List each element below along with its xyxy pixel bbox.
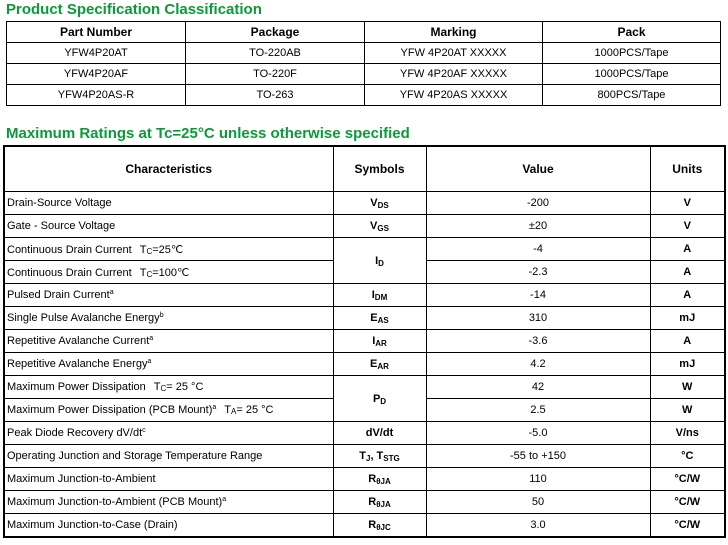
ratings-row	[4, 192, 725, 215]
spec-cell: TO-220AB	[186, 43, 365, 64]
characteristic-cell	[4, 238, 333, 261]
condition-symbol: T	[153, 381, 161, 393]
characteristic-cell	[4, 330, 333, 353]
spec-row	[7, 64, 721, 85]
characteristic-label: Single Pulse Avalanche Energy	[7, 312, 160, 324]
condition-subscript: C	[160, 384, 167, 393]
spec-cell: YFW4P20AT	[7, 43, 186, 64]
value-cell: 42	[426, 376, 650, 399]
value-cell: -200	[426, 192, 650, 215]
characteristic-label: Drain-Source Voltage	[7, 197, 112, 209]
unit-cell: °C/W	[650, 491, 725, 514]
header-value: Value	[426, 146, 650, 192]
characteristic-label: Maximum Power Dissipation	[7, 381, 146, 393]
value-cell: -2.3	[426, 261, 650, 284]
footnote-marker: a	[212, 404, 217, 411]
symbol: V	[370, 197, 378, 209]
value-cell: 310	[426, 307, 650, 330]
unit-cell: A	[650, 261, 725, 284]
symbol: V	[370, 220, 378, 232]
value-cell: ±20	[426, 215, 650, 238]
unit-cell: V/ns	[650, 422, 725, 445]
symbol-cell	[333, 353, 426, 376]
symbol-cell	[333, 215, 426, 238]
spec-header-marking: Marking	[365, 22, 543, 43]
value-cell: 110	[426, 468, 650, 491]
characteristic-label: Pulsed Drain Current	[7, 289, 110, 301]
footnote-marker: a	[147, 358, 152, 365]
symbol-subscript: AR	[377, 362, 389, 371]
unit-cell: °C/W	[650, 468, 725, 491]
symbol-subscript: θJA	[376, 477, 391, 486]
characteristic-cell	[4, 261, 333, 284]
condition	[154, 381, 204, 393]
symbol-subscript: AS	[377, 316, 389, 325]
value-cell: -4	[426, 238, 650, 261]
characteristic-label: Repetitive Avalanche Energy	[7, 358, 148, 370]
symbol-cell	[333, 192, 426, 215]
characteristic-label: Continuous Drain Current	[7, 243, 132, 256]
footnote-marker: b	[159, 312, 164, 319]
spec-section-title: Product Specification Classification	[6, 1, 262, 18]
symbol: T	[359, 450, 366, 462]
characteristic-cell	[4, 376, 333, 399]
condition-value: = 25 °C	[236, 404, 274, 416]
spec-cell: 1000PCS/Tape	[543, 64, 721, 85]
ratings-row	[4, 307, 725, 330]
characteristic-label: Maximum Junction-to-Case (Drain)	[7, 519, 178, 531]
characteristic-cell	[4, 353, 333, 376]
spec-header-part-number: Part Number	[7, 22, 186, 43]
ratings-row	[4, 468, 725, 491]
footnote-marker: c	[142, 427, 146, 434]
ratings-section-title: Maximum Ratings at Tc=25°C unless otherwise specified	[6, 125, 410, 142]
spec-row	[7, 43, 721, 64]
symbol: R	[368, 473, 377, 485]
value-cell: 50	[426, 491, 650, 514]
symbol-subscript: θJC	[376, 523, 391, 532]
unit-cell: A	[650, 238, 725, 261]
spec-header-pack: Pack	[543, 22, 721, 43]
characteristic-label: Gate - Source Voltage	[7, 220, 116, 232]
value-cell: 3.0	[426, 514, 650, 538]
condition	[140, 267, 190, 279]
spec-cell: TO-263	[186, 85, 365, 106]
unit-cell: A	[650, 330, 725, 353]
condition-symbol: T	[224, 404, 232, 416]
spec-cell: 1000PCS/Tape	[543, 43, 721, 64]
unit-cell: °C/W	[650, 514, 725, 538]
condition-value: =25℃	[152, 243, 184, 256]
value-cell: 4.2	[426, 353, 650, 376]
ratings-table	[3, 145, 726, 538]
ratings-row	[4, 376, 725, 399]
condition-symbol: T	[139, 243, 147, 256]
symbol-cell	[333, 491, 426, 514]
symbol-subscript: DM	[374, 293, 388, 302]
value-cell: 2.5	[426, 399, 650, 422]
ratings-row	[4, 445, 725, 468]
spec-cell: YFW4P20AF	[7, 64, 186, 85]
symbol-cell	[333, 284, 426, 307]
symbol-subscript: θJA	[376, 500, 391, 509]
unit-cell: °C	[650, 445, 725, 468]
characteristic-label: Maximum Power Dissipation (PCB Mount)	[7, 404, 213, 416]
symbol-subscript: J	[365, 454, 371, 463]
ratings-row	[4, 353, 725, 376]
spec-table	[6, 21, 721, 106]
footnote-marker: a	[149, 335, 154, 342]
symbol: I	[372, 335, 376, 347]
symbol-cell	[333, 238, 426, 284]
ratings-row	[4, 330, 725, 353]
characteristic-label: Repetitive Avalanche Current	[7, 335, 150, 347]
value-cell: -3.6	[426, 330, 650, 353]
spec-cell: 800PCS/Tape	[543, 85, 721, 106]
characteristic-cell	[4, 307, 333, 330]
symbol-subscript: GS	[377, 224, 389, 233]
condition	[224, 404, 273, 416]
characteristic-label: Operating Junction and Storage Temperature Range	[7, 450, 263, 462]
ratings-row	[4, 422, 725, 445]
symbol-cell	[333, 514, 426, 538]
symbol: P	[372, 392, 381, 405]
symbol-second: , T	[370, 450, 384, 462]
symbol-cell	[333, 330, 426, 353]
condition-value: =100℃	[152, 266, 190, 279]
symbol-cell	[333, 445, 426, 468]
unit-cell: mJ	[650, 353, 725, 376]
characteristic-cell	[4, 468, 333, 491]
characteristic-label: Maximum Junction-to-Ambient (PCB Mount)	[7, 496, 223, 508]
symbol: R	[368, 519, 377, 531]
symbol: dV/dt	[365, 427, 394, 439]
footnote-marker: a	[109, 289, 114, 296]
symbol-subscript: D	[378, 258, 384, 268]
symbol-subscript: D	[380, 396, 387, 406]
condition-subscript: A	[231, 407, 237, 416]
symbol: I	[371, 289, 375, 301]
characteristic-cell	[4, 284, 333, 307]
ratings-header-row	[4, 146, 725, 192]
ratings-row	[4, 514, 725, 538]
spec-row	[7, 85, 721, 106]
characteristic-label: Continuous Drain Current	[7, 266, 132, 279]
footnote-marker: a	[222, 496, 227, 503]
ratings-row	[4, 284, 725, 307]
symbol: I	[375, 254, 379, 267]
spec-cell: YFW4P20AS-R	[7, 85, 186, 106]
characteristic-cell	[4, 192, 333, 215]
condition-value: = 25 °C	[166, 381, 204, 393]
unit-cell: W	[650, 376, 725, 399]
characteristic-label: Peak Diode Recovery dV/dt	[7, 427, 143, 439]
ratings-row	[4, 215, 725, 238]
condition-subscript: C	[146, 246, 153, 256]
characteristic-cell	[4, 491, 333, 514]
header-characteristics: Characteristics	[4, 146, 333, 192]
header-symbols: Symbols	[333, 146, 426, 192]
condition-subscript: C	[146, 269, 153, 279]
symbol-subscript: AR	[375, 339, 387, 348]
spec-header-package: Package	[186, 22, 365, 43]
characteristic-cell	[4, 215, 333, 238]
spec-header-row	[7, 22, 721, 43]
symbol: R	[368, 496, 377, 508]
symbol: E	[370, 312, 378, 324]
spec-cell: YFW 4P20AF XXXXX	[365, 64, 543, 85]
symbol-subscript: DS	[377, 201, 389, 210]
spec-cell: YFW 4P20AT XXXXX	[365, 43, 543, 64]
characteristic-cell	[4, 399, 333, 422]
header-units: Units	[650, 146, 725, 192]
characteristic-cell	[4, 422, 333, 445]
characteristic-cell	[4, 445, 333, 468]
characteristic-label: Maximum Junction-to-Ambient	[7, 473, 156, 485]
unit-cell: mJ	[650, 307, 725, 330]
value-cell: -5.0	[426, 422, 650, 445]
ratings-row	[4, 238, 725, 261]
unit-cell: V	[650, 192, 725, 215]
unit-cell: W	[650, 399, 725, 422]
characteristic-cell	[4, 514, 333, 538]
value-cell: -14	[426, 284, 650, 307]
symbol-subscript: STG	[383, 454, 400, 463]
symbol-cell	[333, 468, 426, 491]
spec-cell: TO-220F	[186, 64, 365, 85]
value-cell: -55 to +150	[426, 445, 650, 468]
spec-cell: YFW 4P20AS XXXXX	[365, 85, 543, 106]
condition	[140, 244, 184, 256]
unit-cell: V	[650, 215, 725, 238]
symbol-cell	[333, 422, 426, 445]
symbol-cell	[333, 376, 426, 422]
symbol-cell	[333, 307, 426, 330]
unit-cell: A	[650, 284, 725, 307]
ratings-row	[4, 491, 725, 514]
symbol: E	[370, 358, 378, 370]
condition-symbol: T	[139, 266, 147, 279]
